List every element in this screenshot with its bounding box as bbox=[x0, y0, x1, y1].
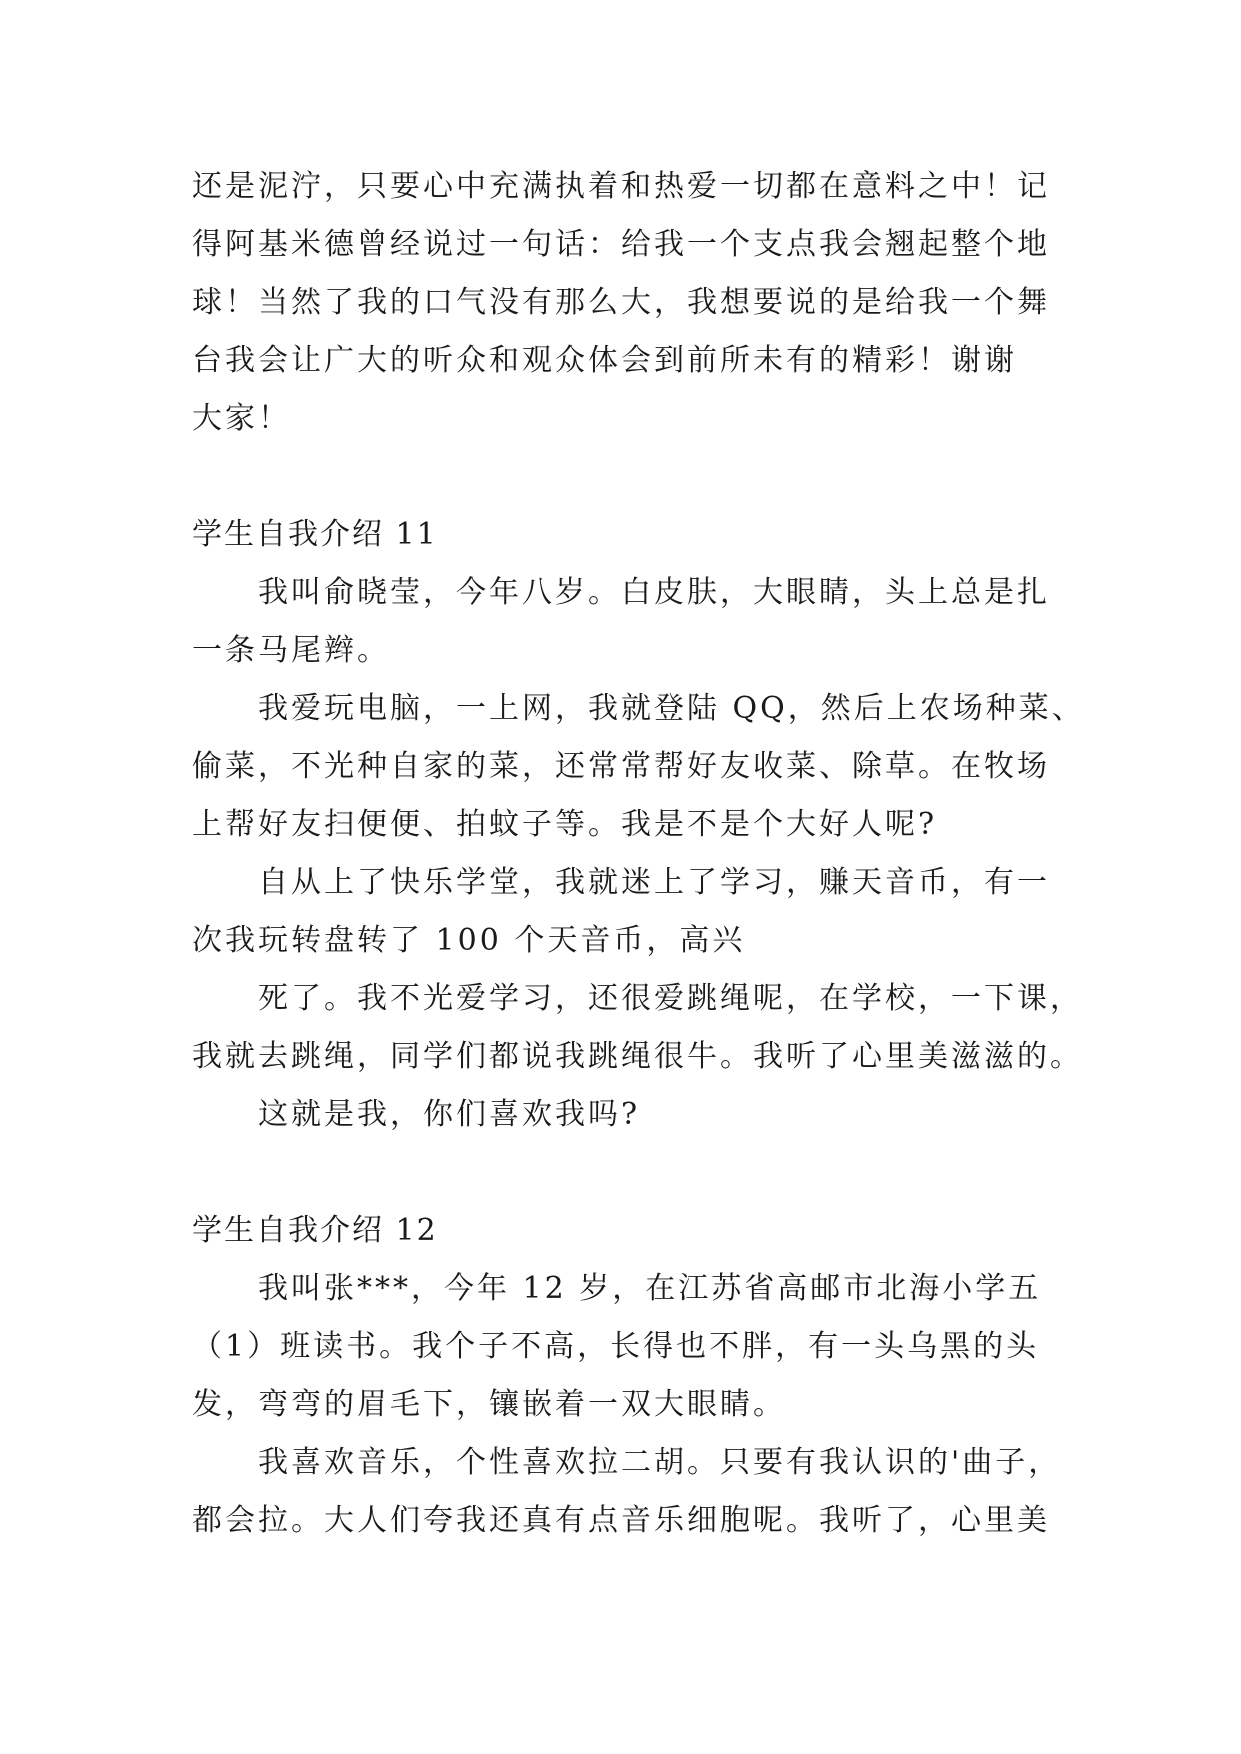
intro-line: 大家！ bbox=[192, 401, 291, 436]
paragraph-line: 都会拉。大人们夸我还真有点音乐细胞呢。我听了，心里美 bbox=[192, 1503, 1050, 1538]
paragraph-line: 我喜欢音乐，个性喜欢拉二胡。只要有我认识的'曲子， bbox=[258, 1445, 1062, 1480]
paragraph-line: 次我玩转盘转了 100 个天音币，高兴 bbox=[192, 923, 746, 958]
section-heading-12: 学生自我介绍 12 bbox=[192, 1213, 438, 1248]
paragraph-line: 自从上了快乐学堂，我就迷上了学习，赚天音币，有一 bbox=[258, 865, 1050, 900]
intro-line: 球！当然了我的口气没有那么大，我想要说的是给我一个舞 bbox=[192, 285, 1050, 320]
paragraph-line: 我就去跳绳，同学们都说我跳绳很牛。我听了心里美滋滋的。 bbox=[192, 1039, 1083, 1074]
document-body bbox=[192, 158, 1085, 1550]
paragraph-line: 一条马尾辫。 bbox=[192, 633, 390, 668]
intro-line: 还是泥泞，只要心中充满执着和热爱一切都在意料之中！记 bbox=[192, 169, 1050, 204]
paragraph-line: 偷菜，不光种自家的菜，还常常帮好友收菜、除草。在牧场 bbox=[192, 749, 1050, 784]
paragraph-line: （1）班读书。我个子不高，长得也不胖，有一头乌黑的头 bbox=[192, 1329, 1040, 1364]
section-gap bbox=[192, 1144, 1072, 1202]
intro-line: 得阿基米德曾经说过一句话：给我一个支点我会翘起整个地 bbox=[192, 227, 1050, 262]
paragraph-line: 我叫俞晓莹，今年八岁。白皮肤，大眼睛，头上总是扎 bbox=[258, 575, 1050, 610]
paragraph-line: 我叫张***，今年 12 岁，在江苏省高邮市北海小学五 bbox=[258, 1271, 1042, 1306]
intro-line: 台我会让广大的听众和观众体会到前所未有的精彩！谢谢 bbox=[192, 343, 1017, 378]
paragraph-line: 这就是我，你们喜欢我吗? bbox=[258, 1097, 641, 1132]
section-heading-11: 学生自我介绍 11 bbox=[192, 517, 438, 552]
paragraph-line: 发，弯弯的眉毛下，镶嵌着一双大眼睛。 bbox=[192, 1387, 786, 1422]
paragraph-line: 上帮好友扫便便、拍蚊子等。我是不是个大好人呢? bbox=[192, 807, 938, 842]
paragraph-line: 死了。我不光爱学习，还很爱跳绳呢，在学校，一下课， bbox=[258, 981, 1083, 1016]
paragraph-line: 我爱玩电脑，一上网，我就登陆 QQ，然后上农场种菜、 bbox=[258, 691, 1085, 726]
section-gap bbox=[192, 448, 1072, 506]
